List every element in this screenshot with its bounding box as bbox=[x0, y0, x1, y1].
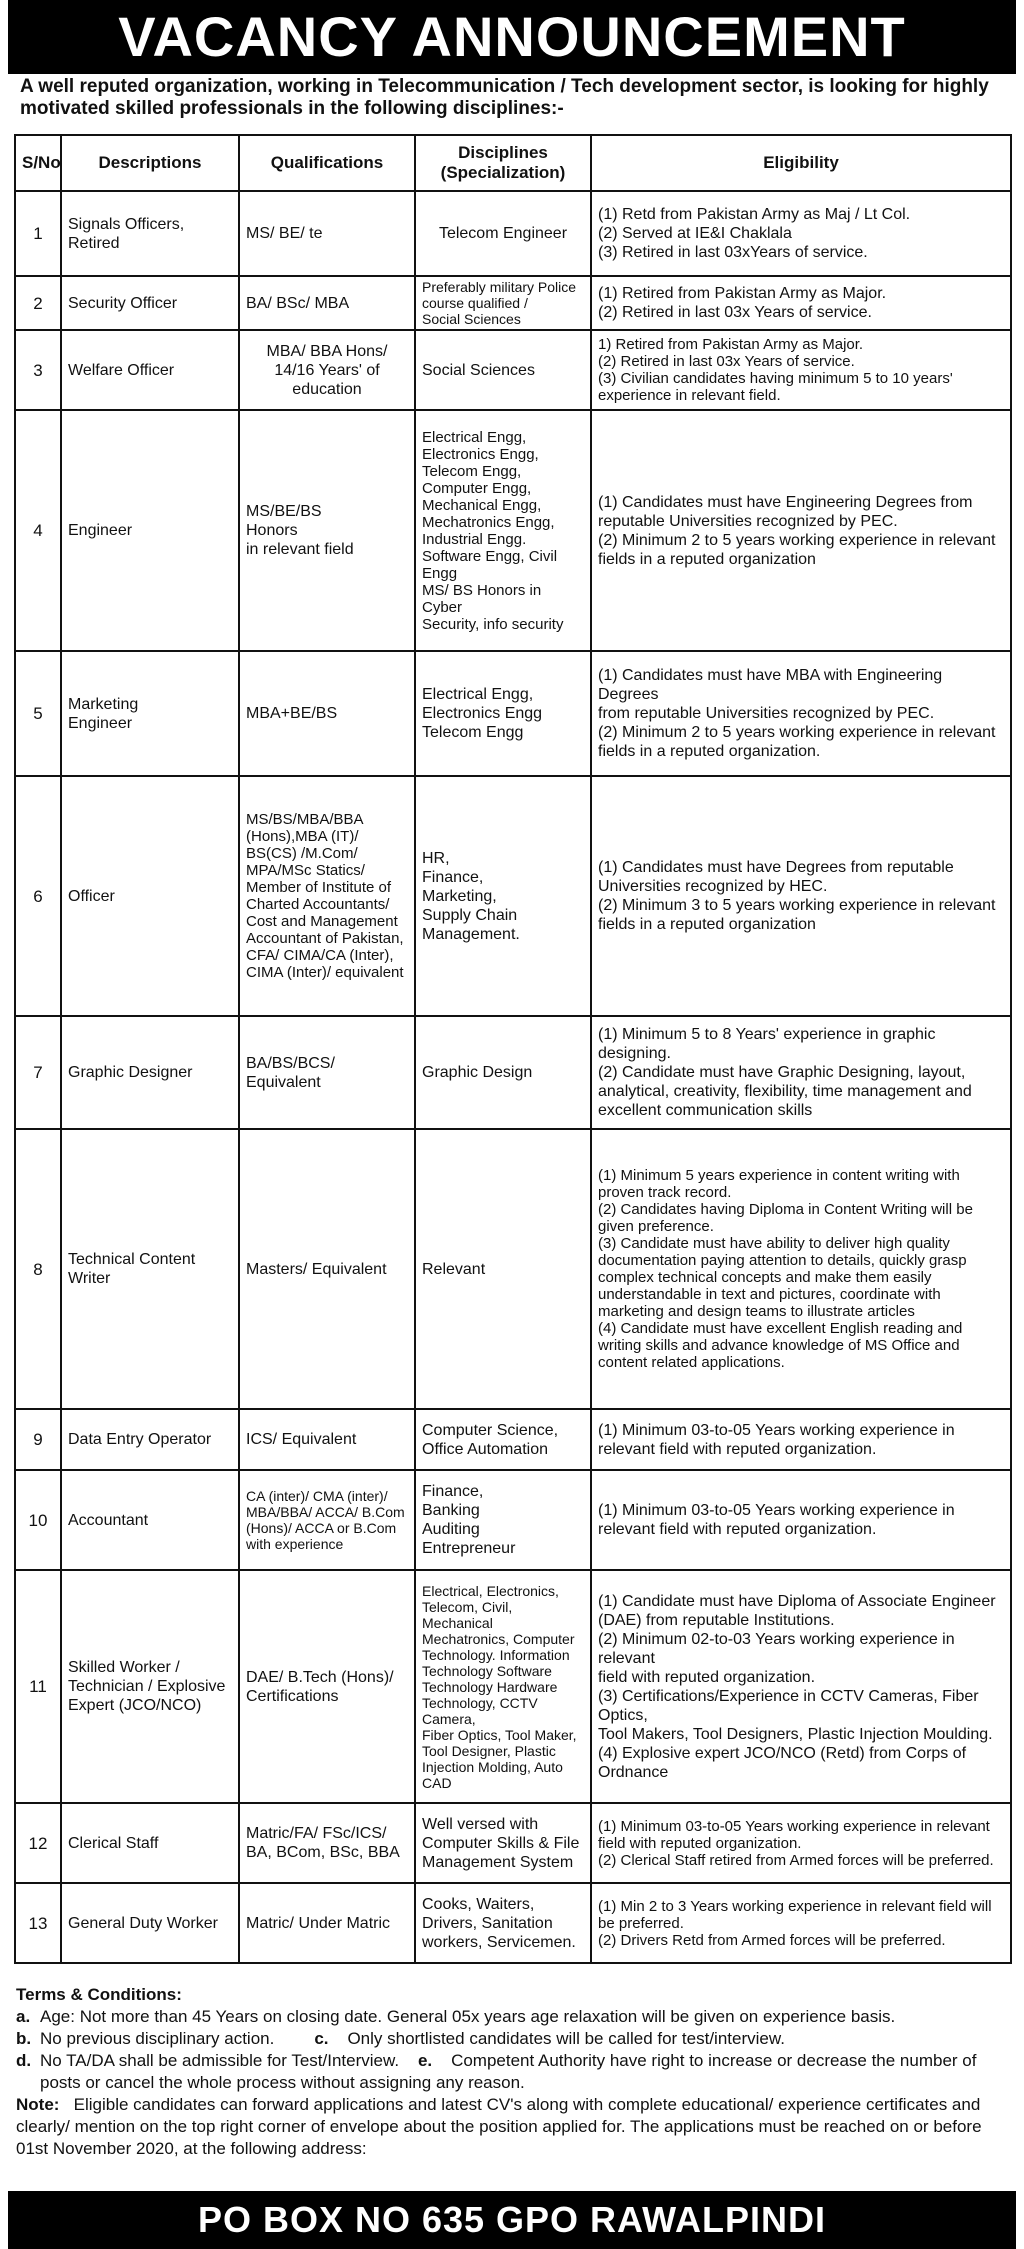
row-sno: 5 bbox=[15, 651, 61, 776]
terms-title: Terms & Conditions: bbox=[16, 1985, 182, 2004]
row-discipline: Electrical, Electronics, Telecom, Civil, Mechanical Mechatronics, Computer Technology. Information Technology Software Technology Hardware Technology, CCTV Camera, Fiber Optics, Tool Maker, Tool Designer, Plastic Injection Molding, Auto CAD bbox=[415, 1570, 591, 1803]
table-row bbox=[15, 1016, 1011, 1129]
term-b-text: No previous disciplinary action. bbox=[40, 2029, 275, 2048]
note-label: Note: bbox=[16, 2095, 60, 2114]
row-eligibility: (1) Minimum 03-to-05 Years working experience in relevant field with reputed organization. bbox=[591, 1470, 1011, 1570]
header-eligibility: Eligibility bbox=[591, 135, 1011, 191]
row-discipline: Electrical Engg, Electronics Engg Telecom Engg bbox=[415, 651, 591, 776]
row-qualification: Matric/FA/ FSc/ICS/ BA, BCom, BSc, BBA bbox=[239, 1803, 415, 1883]
table-row bbox=[15, 1129, 1011, 1409]
row-description: Security Officer bbox=[61, 276, 239, 330]
table-row bbox=[15, 1409, 1011, 1470]
row-discipline: Graphic Design bbox=[415, 1016, 591, 1129]
row-eligibility: 1) Retired from Pakistan Army as Major. (2) Retired in last 03x Years of service. (3) Civilian candidates having minimum 5 to 10 years' experience in relevant field. bbox=[591, 330, 1011, 410]
table-row bbox=[15, 410, 1011, 651]
row-discipline: Telecom Engineer bbox=[415, 191, 591, 276]
row-eligibility: (1) Candidate must have Diploma of Associate Engineer (DAE) from reputable Institutions. (2) Minimum 02-to-03 Years working experience in relevant field with reputed organization. (3) Certifications/Experience in CCTV Cameras, Fiber Optics, Tool Makers, Tool Designers, Plastic Injection Moulding. (4) Explosive expert JCO/NCO (Retd) from Corps of Ordnance bbox=[591, 1570, 1011, 1803]
row-eligibility: (1) Candidates must have Engineering Degrees from reputable Universities recognized by PEC. (2) Minimum 2 to 5 years working experience in relevant fields in a reputed organization bbox=[591, 410, 1011, 651]
row-qualification: Matric/ Under Matric bbox=[239, 1883, 415, 1963]
row-description: Graphic Designer bbox=[61, 1016, 239, 1129]
row-qualification: MS/ BE/ te bbox=[239, 191, 415, 276]
row-sno: 1 bbox=[15, 191, 61, 276]
row-eligibility: (1) Retired from Pakistan Army as Major. (2) Retired in last 03x Years of service. bbox=[591, 276, 1011, 330]
row-sno: 11 bbox=[15, 1570, 61, 1803]
row-discipline: HR, Finance, Marketing, Supply Chain Management. bbox=[415, 776, 591, 1016]
term-d-text: No TA/DA shall be admissible for Test/Interview. bbox=[40, 2051, 400, 2070]
row-qualification: CA (inter)/ CMA (inter)/ MBA/BBA/ ACCA/ B.Com (Hons)/ ACCA or B.Com with experience bbox=[239, 1470, 415, 1570]
term-c-text: Only shortlisted candidates will be called for test/interview. bbox=[347, 2029, 785, 2048]
row-discipline: Relevant bbox=[415, 1129, 591, 1409]
row-sno: 10 bbox=[15, 1470, 61, 1570]
table-row bbox=[15, 651, 1011, 776]
header-descriptions: Descriptions bbox=[61, 135, 239, 191]
term-e-text: Competent Authority have right to increase or decrease the number of posts or cancel the whole process without assigning any reason. bbox=[40, 2051, 977, 2092]
row-sno: 2 bbox=[15, 276, 61, 330]
table-row bbox=[15, 1470, 1011, 1570]
row-eligibility: (1) Minimum 5 years experience in content writing with proven track record. (2) Candidates having Diploma in Content Writing will be given preference. (3) Candidate must have ability to deliver high quality documentation paying attention to details, quickly grasp complex technical concepts and make them easily understandable in text and pictures, coordinate with marketing and design teams to illustrate articles (4) Candidate must have excellent English reading and writing skills and advance knowledge of MS Office and content related applications. bbox=[591, 1129, 1011, 1409]
row-sno: 13 bbox=[15, 1883, 61, 1963]
term-d-e bbox=[16, 2050, 1006, 2094]
intro-text: A well reputed organization, working in Telecommunication / Tech development sector, is looking for highly motivated skilled professionals in the following disciplines:- bbox=[20, 76, 989, 119]
term-e-label: e. bbox=[417, 2051, 433, 2070]
table-row bbox=[15, 191, 1011, 276]
row-sno: 9 bbox=[15, 1409, 61, 1470]
note-text: Eligible candidates can forward applications and latest CV's along with complete educational/ experience certificates and clearly/ mention on the top right corner of envelope about the position applied for. The applications must be reached on or before 01st November 2020, at the following address: bbox=[16, 2095, 982, 2158]
header-qualifications: Qualifications bbox=[239, 135, 415, 191]
row-description: Welfare Officer bbox=[61, 330, 239, 410]
row-description: Clerical Staff bbox=[61, 1803, 239, 1883]
row-discipline: Preferably military Police course qualified / Social Sciences bbox=[415, 276, 591, 330]
row-discipline: Social Sciences bbox=[415, 330, 591, 410]
page-title: VACANCY ANNOUNCEMENT bbox=[8, 0, 1016, 74]
term-b-c bbox=[16, 2028, 1006, 2050]
row-description: Accountant bbox=[61, 1470, 239, 1570]
term-a-text: Age: Not more than 45 Years on closing date. General 05x years age relaxation will be given on experience basis. bbox=[40, 2007, 896, 2026]
row-description: Engineer bbox=[61, 410, 239, 651]
term-d-label: d. bbox=[16, 2051, 32, 2070]
table-header-row bbox=[15, 135, 1011, 191]
row-eligibility: (1) Minimum 03-to-05 Years working experience in relevant field with reputed organization. (2) Clerical Staff retired from Armed forces will be preferred. bbox=[591, 1803, 1011, 1883]
row-eligibility: (1) Minimum 5 to 8 Years' experience in graphic designing. (2) Candidate must have Graphic Designing, layout, analytical, creativity, flexibility, time management and excellent communication skills bbox=[591, 1016, 1011, 1129]
terms-section bbox=[16, 1984, 1006, 2160]
table-row bbox=[15, 1803, 1011, 1883]
table-row bbox=[15, 276, 1011, 330]
row-sno: 6 bbox=[15, 776, 61, 1016]
row-sno: 4 bbox=[15, 410, 61, 651]
row-eligibility: (1) Minimum 03-to-05 Years working experience in relevant field with reputed organization. bbox=[591, 1409, 1011, 1470]
row-sno: 3 bbox=[15, 330, 61, 410]
row-qualification: MBA/ BBA Hons/ 14/16 Years' of education bbox=[239, 330, 415, 410]
table-row bbox=[15, 1570, 1011, 1803]
row-eligibility: (1) Candidates must have Degrees from reputable Universities recognized by HEC. (2) Minimum 3 to 5 years working experience in relevant fields in a reputed organization bbox=[591, 776, 1011, 1016]
footer-address: PO BOX NO 635 GPO RAWALPINDI bbox=[8, 2191, 1016, 2249]
table-row bbox=[15, 776, 1011, 1016]
row-sno: 12 bbox=[15, 1803, 61, 1883]
term-a bbox=[16, 2006, 1006, 2028]
row-qualification: MBA+BE/BS bbox=[239, 651, 415, 776]
row-description: Marketing Engineer bbox=[61, 651, 239, 776]
row-sno: 7 bbox=[15, 1016, 61, 1129]
header-sno: S/No bbox=[15, 135, 61, 191]
row-discipline: Electrical Engg, Electronics Engg, Telecom Engg, Computer Engg, Mechanical Engg, Mechatronics Engg, Industrial Engg. Software Engg, Civil Engg MS/ BS Honors in Cyber Security, info security bbox=[415, 410, 591, 651]
header-disciplines: Disciplines (Specialization) bbox=[415, 135, 591, 191]
row-description: Technical Content Writer bbox=[61, 1129, 239, 1409]
row-description: Data Entry Operator bbox=[61, 1409, 239, 1470]
row-eligibility: (1) Min 2 to 3 Years working experience in relevant field will be preferred. (2) Drivers Retd from Armed forces will be preferred. bbox=[591, 1883, 1011, 1963]
row-qualification: Masters/ Equivalent bbox=[239, 1129, 415, 1409]
table-row bbox=[15, 1883, 1011, 1963]
row-qualification: ICS/ Equivalent bbox=[239, 1409, 415, 1470]
row-discipline: Cooks, Waiters, Drivers, Sanitation workers, Servicemen. bbox=[415, 1883, 591, 1963]
term-a-label: a. bbox=[16, 2007, 31, 2026]
row-qualification: MS/BS/MBA/BBA (Hons),MBA (IT)/ BS(CS) /M.Com/ MPA/MSc Statics/ Member of Institute of Charted Accountants/ Cost and Management Accountant of Pakistan, CFA/ CIMA/CA (Inter), CIMA (Inter)/ equivalent bbox=[239, 776, 415, 1016]
row-sno: 8 bbox=[15, 1129, 61, 1409]
table-row bbox=[15, 330, 1011, 410]
note bbox=[16, 2094, 1006, 2160]
row-description: Signals Officers, Retired bbox=[61, 191, 239, 276]
row-discipline: Finance, Banking Auditing Entrepreneur bbox=[415, 1470, 591, 1570]
row-description: General Duty Worker bbox=[61, 1883, 239, 1963]
row-qualification: BA/ BSc/ MBA bbox=[239, 276, 415, 330]
row-discipline: Well versed with Computer Skills & File Management System bbox=[415, 1803, 591, 1883]
row-qualification: DAE/ B.Tech (Hons)/ Certifications bbox=[239, 1570, 415, 1803]
term-b-label: b. bbox=[16, 2029, 32, 2048]
vacancy-table bbox=[14, 134, 1012, 1964]
row-description: Skilled Worker / Technician / Explosive Expert (JCO/NCO) bbox=[61, 1570, 239, 1803]
row-qualification: BA/BS/BCS/ Equivalent bbox=[239, 1016, 415, 1129]
row-eligibility: (1) Candidates must have MBA with Engineering Degrees from reputable Universities recognized by PEC. (2) Minimum 2 to 5 years working experience in relevant fields in a reputed organization. bbox=[591, 651, 1011, 776]
row-description: Officer bbox=[61, 776, 239, 1016]
row-discipline: Computer Science, Office Automation bbox=[415, 1409, 591, 1470]
row-qualification: MS/BE/BS Honors in relevant field bbox=[239, 410, 415, 651]
row-eligibility: (1) Retd from Pakistan Army as Maj / Lt Col. (2) Served at IE&I Chaklala (3) Retired in last 03xYears of service. bbox=[591, 191, 1011, 276]
term-c-label: c. bbox=[314, 2029, 329, 2048]
